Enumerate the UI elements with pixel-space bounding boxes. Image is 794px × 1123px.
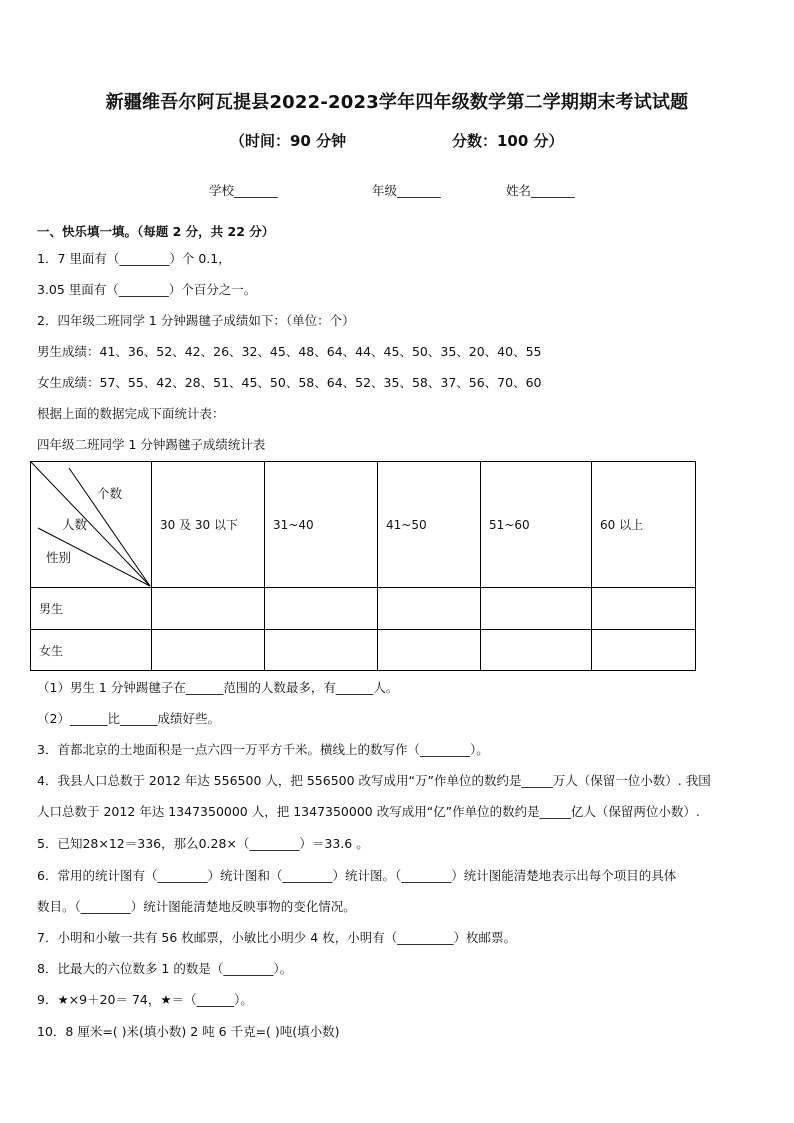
question-8: 8．比最大的六位数多 1 的数是（________）。: [37, 961, 293, 976]
girls-scores: 女生成绩：57、55、42、28、51、45、50、58、64、52、35、58、37、56、70、60: [37, 375, 542, 390]
exam-score: 分数：100 分）: [452, 132, 564, 150]
column-header: 51~60: [481, 462, 592, 588]
question-4-line-1: 4．我县人口总数于 2012 年达 556500 人，把 556500 改写成用“万”作单位的数约是_____万人（保留一位小数）. 我国: [37, 773, 711, 788]
question-1-line-1: 1．7 里面有（________）个 0.1，: [37, 251, 231, 266]
question-2-sub-2: （2）______比______成绩好些。: [37, 711, 220, 726]
diagonal-header-cell: [31, 462, 152, 588]
answer-cell[interactable]: [152, 630, 265, 671]
diag-label-people: 人数: [62, 517, 88, 532]
table-instruction: 根据上面的数据完成下面统计表：: [37, 406, 225, 421]
answer-cell[interactable]: [265, 630, 378, 671]
school-field: 学校_______: [209, 183, 278, 198]
question-7: 7．小明和小敏一共有 56 枚邮票，小敏比小明少 4 枚，小明有（_________）枚邮票。: [37, 930, 516, 945]
row-header: 男生: [31, 588, 152, 630]
answer-cell[interactable]: [481, 630, 592, 671]
question-5: 5．已知28×12＝336，那么0.28×（________）＝33.6 。: [37, 836, 369, 851]
diag-label-gender: 性别: [46, 550, 72, 565]
column-header: 30 及 30 以下: [152, 462, 265, 588]
grade-field: 年级_______: [372, 183, 441, 198]
table-row-girls: [31, 630, 696, 671]
question-9: 9．★×9＋20＝ 74，★＝（______）。: [37, 992, 253, 1007]
column-header: 60 以上: [592, 462, 696, 588]
answer-cell[interactable]: [481, 588, 592, 630]
exam-time: （时间：90 分钟: [230, 132, 347, 150]
answer-cell[interactable]: [378, 588, 481, 630]
question-6-line-2: 数目。（________）统计图能清楚地反映事物的变化情况。: [37, 899, 356, 914]
exam-title: 新疆维吾尔阿瓦提县2022-2023学年四年级数学第二学期期末考试试题: [105, 92, 689, 113]
stats-table: [30, 461, 696, 671]
table-title: 四年级二班同学 1 分钟踢毽子成绩统计表: [37, 437, 266, 452]
question-2-intro: 2．四年级二班同学 1 分钟踢毽子成绩如下：（单位：个）: [37, 313, 355, 328]
diag-label-count: 个数: [97, 486, 123, 501]
table-row-boys: [31, 588, 696, 630]
answer-cell[interactable]: [152, 588, 265, 630]
answer-cell[interactable]: [265, 588, 378, 630]
table-header-row: [31, 462, 696, 588]
question-3: 3．首都北京的土地面积是一点六四一万平方千米。横线上的数写作（________）。: [37, 742, 489, 757]
column-header: 41~50: [378, 462, 481, 588]
question-2-sub-1: （1）男生 1 分钟踢毽子在______范围的人数最多，有______人。: [37, 680, 399, 695]
row-header: 女生: [31, 630, 152, 671]
question-10: 10．8 厘米=( )米(填小数) 2 吨 6 千克=( )吨(填小数): [37, 1024, 340, 1039]
diagonal-lines: [31, 462, 152, 588]
question-4-line-2: 人口总数于 2012 年达 1347350000 人，把 1347350000 改写成用“亿”作单位的数约是_____亿人（保留两位小数）.: [37, 804, 700, 819]
answer-cell[interactable]: [592, 630, 696, 671]
question-6-line-1: 6．常用的统计图有（________）统计图和（________）统计图。（________）统计图能清楚地表示出每个项目的具体: [37, 868, 677, 883]
answer-cell[interactable]: [592, 588, 696, 630]
section-heading: 一、快乐填一填。（每题 2 分，共 22 分）: [37, 224, 275, 239]
question-1-line-2: 3.05 里面有（________）个百分之一。: [37, 282, 257, 297]
column-header: 31~40: [265, 462, 378, 588]
boys-scores: 男生成绩：41、36、52、42、26、32、45、48、64、44、45、50、35、20、40、55: [37, 344, 542, 359]
answer-cell[interactable]: [378, 630, 481, 671]
name-field: 姓名_______: [506, 183, 575, 198]
